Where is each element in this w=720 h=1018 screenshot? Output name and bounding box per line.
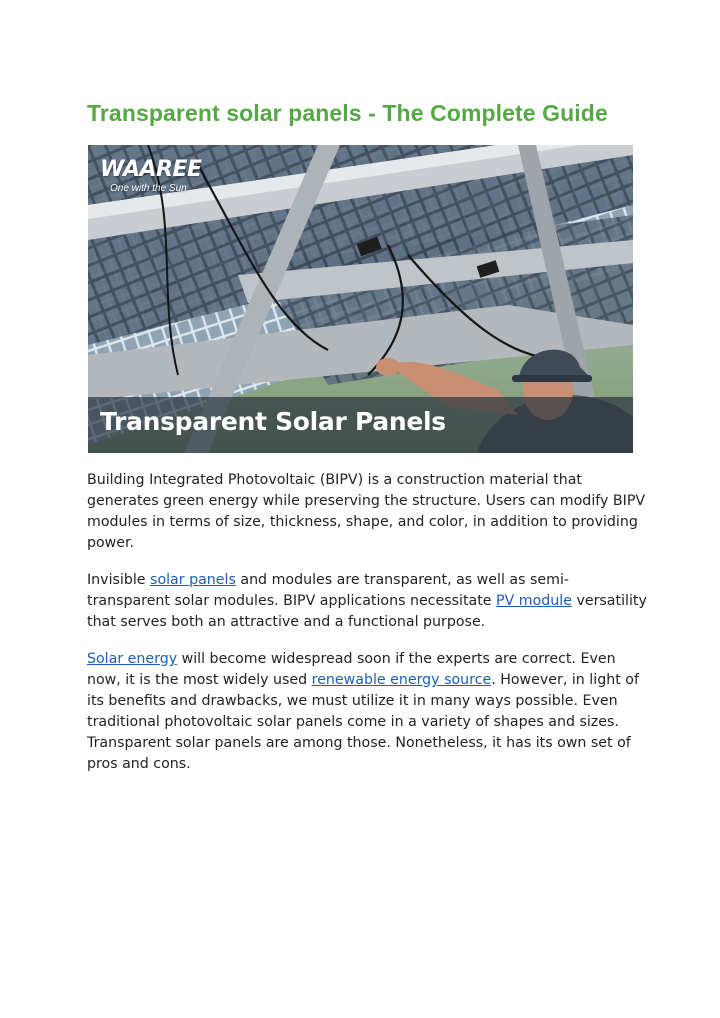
pv-module-link[interactable]: PV module: [496, 593, 572, 609]
paragraph-2-mid: and modules are transparent, as well as semi-transparent solar modules. BIPV applications necessitate: [87, 572, 570, 609]
brand-name: WAAREE: [100, 157, 202, 182]
page-title: Transparent solar panels - The Complete Guide: [87, 100, 608, 126]
paragraph-3-post: . However, in light of its benefits and drawbacks, we must utilize it in many ways possible. Even traditional photovoltaic solar panels come in a variety of shapes and sizes. Transparent solar panels are among those. Nonetheless, it has its own set of pros and cons.: [87, 672, 639, 772]
paragraph-1: [87, 470, 647, 554]
brand-tagline: One with the Sun: [110, 183, 187, 194]
hero-caption: Transparent Solar Panels: [100, 407, 446, 436]
paragraph-2: [87, 570, 647, 633]
waaree-logo: [100, 159, 202, 194]
solar-panels-link[interactable]: solar panels: [150, 572, 236, 588]
solar-energy-link[interactable]: Solar energy: [87, 651, 178, 667]
hero-caption-banner: [88, 397, 633, 453]
renewable-energy-source-link[interactable]: renewable energy source: [311, 672, 492, 688]
paragraph-3-mid: will become widespread soon if the experts are correct. Even now, it is the most widely used: [87, 651, 616, 688]
paragraph-1-text: Building Integrated Photovoltaic (BIPV) is a construction material that generates green energy while preserving the structure. Users can modify BIPV modules in terms of size, thickness, shape, and color, in addition to providing power.: [87, 472, 646, 551]
hero-image: [88, 145, 633, 453]
paragraph-2-pre: Invisible: [87, 572, 151, 588]
paragraph-2-post: versatility that serves both an attractive and a functional purpose.: [87, 593, 647, 630]
article-body: [87, 470, 647, 791]
paragraph-3: [87, 649, 647, 775]
